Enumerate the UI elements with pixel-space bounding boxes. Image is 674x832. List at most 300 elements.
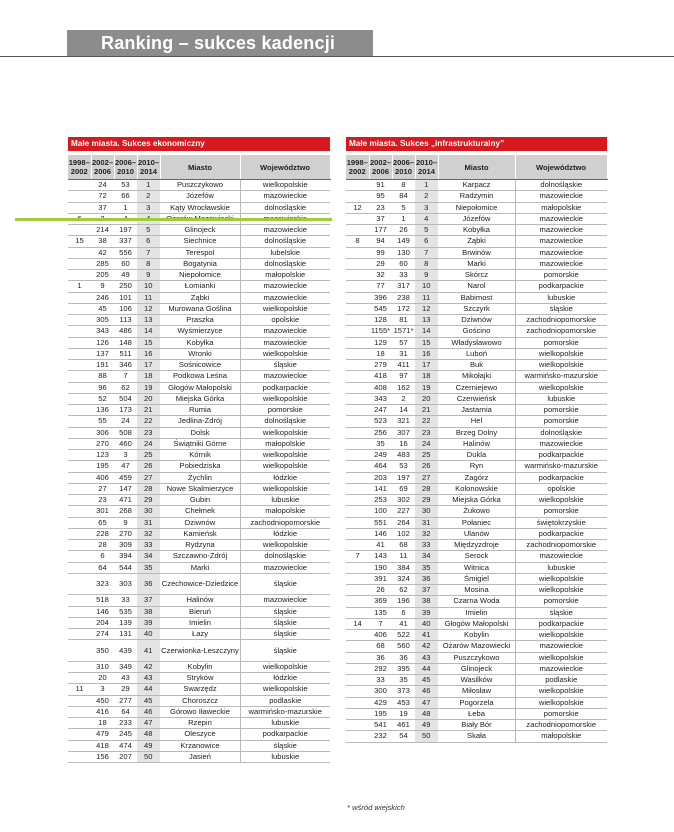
rank-cell: 29 xyxy=(415,495,438,506)
table-row xyxy=(68,258,330,269)
rank-cell: 504 xyxy=(114,393,137,404)
city-cell: Józefów xyxy=(438,213,515,224)
voivodeship-cell: wielkopolskie xyxy=(240,661,330,672)
table-row xyxy=(68,517,330,528)
table-row xyxy=(346,438,607,449)
column-header: Miasto xyxy=(160,155,240,180)
table-row xyxy=(346,180,607,191)
rank-cell xyxy=(68,506,91,517)
voivodeship-cell: wielkopolskie xyxy=(515,360,607,371)
voivodeship-cell: małopolskie xyxy=(240,438,330,449)
table-row xyxy=(68,416,330,427)
city-cell: Luboń xyxy=(438,348,515,359)
table-row xyxy=(68,281,330,292)
voivodeship-cell: mazowieckie xyxy=(515,438,607,449)
rank-cell xyxy=(346,348,369,359)
rank-cell: 24 xyxy=(91,180,114,191)
city-cell: Jasień xyxy=(160,751,240,762)
rank-cell: 136 xyxy=(91,405,114,416)
rank-cell: 14 xyxy=(392,405,415,416)
voivodeship-cell: mazowieckie xyxy=(240,326,330,337)
rank-cell: 233 xyxy=(114,718,137,729)
rank-cell xyxy=(346,371,369,382)
rank-cell xyxy=(68,629,91,640)
voivodeship-cell: wielkopolskie xyxy=(240,348,330,359)
rank-cell xyxy=(68,495,91,506)
rank-cell: 11 xyxy=(137,292,160,303)
table-row xyxy=(68,202,330,213)
rank-cell: 203 xyxy=(369,472,392,483)
rank-cell: 453 xyxy=(392,697,415,708)
city-cell: Brzeg Dolny xyxy=(438,427,515,438)
city-cell: Stryków xyxy=(160,673,240,684)
rank-cell: 6 xyxy=(415,236,438,247)
rank-cell: 9 xyxy=(137,270,160,281)
rank-cell: 18 xyxy=(91,718,114,729)
rank-cell: 31 xyxy=(415,517,438,528)
rank-cell: 60 xyxy=(114,258,137,269)
highlight-line xyxy=(15,218,332,221)
voivodeship-cell: mazowieckie xyxy=(515,191,607,202)
rank-cell: 147 xyxy=(114,483,137,494)
rank-cell xyxy=(68,483,91,494)
table-row xyxy=(346,236,607,247)
rank-cell xyxy=(346,382,369,393)
city-cell: Kobyłka xyxy=(160,337,240,348)
city-cell: Miejska Górka xyxy=(160,393,240,404)
rank-cell: 508 xyxy=(114,427,137,438)
voivodeship-cell: pomorskie xyxy=(515,405,607,416)
rank-cell: 135 xyxy=(369,607,392,618)
voivodeship-cell: wielkopolskie xyxy=(515,585,607,596)
voivodeship-cell: świętokrzyskie xyxy=(515,517,607,528)
rank-cell: 38 xyxy=(415,596,438,607)
rank-cell: 310 xyxy=(91,661,114,672)
city-cell: Skała xyxy=(438,731,515,742)
table-caption: Małe miasta. Sukces „infrastrukturalny” xyxy=(346,137,607,151)
rank-cell: 321 xyxy=(392,416,415,427)
voivodeship-cell: mazowieckie xyxy=(240,191,330,202)
city-cell: Wasilków xyxy=(438,675,515,686)
rank-cell: 253 xyxy=(369,495,392,506)
table-row xyxy=(68,740,330,751)
rank-cell: 139 xyxy=(114,617,137,628)
rank-cell: 406 xyxy=(91,472,114,483)
voivodeship-cell: wielkopolskie xyxy=(515,697,607,708)
table-row xyxy=(68,528,330,539)
voivodeship-cell: łódzkie xyxy=(240,528,330,539)
column-header: 2010–2014 xyxy=(415,155,438,180)
rank-cell xyxy=(346,540,369,551)
rank-cell xyxy=(346,191,369,202)
rank-cell: 41 xyxy=(137,640,160,662)
rank-cell xyxy=(346,180,369,191)
rank-cell xyxy=(346,360,369,371)
rank-cell: 26 xyxy=(369,585,392,596)
rank-cell: 48 xyxy=(415,708,438,719)
city-cell: Dolsk xyxy=(160,427,240,438)
rank-cell xyxy=(346,506,369,517)
rank-cell: 5 xyxy=(415,225,438,236)
table-row xyxy=(68,551,330,562)
rank-cell: 39 xyxy=(137,617,160,628)
voivodeship-cell: mazowieckie xyxy=(240,281,330,292)
table-row xyxy=(68,191,330,202)
rank-cell: 40 xyxy=(415,618,438,629)
voivodeship-cell: śląskie xyxy=(240,606,330,617)
rank-cell: 429 xyxy=(369,697,392,708)
table-row xyxy=(346,483,607,494)
city-cell: Głogów Małopolski xyxy=(438,618,515,629)
rank-cell: 146 xyxy=(369,528,392,539)
rank-cell: 69 xyxy=(392,483,415,494)
rank-cell: 23 xyxy=(369,202,392,213)
rank-cell: 81 xyxy=(392,315,415,326)
city-cell: Kobylin xyxy=(438,630,515,641)
city-cell: Gubin xyxy=(160,495,240,506)
rank-cell: 113 xyxy=(114,315,137,326)
voivodeship-cell: dolnośląskie xyxy=(240,416,330,427)
voivodeship-cell: mazowieckie xyxy=(240,337,330,348)
table-row xyxy=(346,393,607,404)
rank-cell xyxy=(68,606,91,617)
rank-cell: 307 xyxy=(392,427,415,438)
table-row xyxy=(68,360,330,371)
rank-cell xyxy=(346,393,369,404)
rank-cell xyxy=(68,292,91,303)
rank-cell: 195 xyxy=(369,708,392,719)
column-header-row xyxy=(68,155,330,180)
rank-cell xyxy=(346,292,369,303)
rank-cell: 64 xyxy=(91,562,114,573)
table-row xyxy=(68,483,330,494)
city-cell: Gościno xyxy=(438,326,515,337)
table-row xyxy=(346,596,607,607)
table-row xyxy=(68,303,330,314)
city-cell: Hel xyxy=(438,416,515,427)
rank-cell: 46 xyxy=(415,686,438,697)
voivodeship-cell: wielkopolskie xyxy=(240,684,330,695)
rank-cell xyxy=(68,225,91,236)
rank-cell: 2 xyxy=(137,191,160,202)
rank-cell xyxy=(68,573,91,595)
rank-cell: 177 xyxy=(369,225,392,236)
economic-success-table xyxy=(68,137,331,763)
rank-cell: 6 xyxy=(137,236,160,247)
voivodeship-cell: wielkopolskie xyxy=(240,540,330,551)
rank-cell: 16 xyxy=(415,348,438,359)
rank-cell: 128 xyxy=(369,315,392,326)
rank-cell xyxy=(346,258,369,269)
city-cell: Władysławowo xyxy=(438,337,515,348)
rank-cell xyxy=(346,281,369,292)
voivodeship-cell: lubuskie xyxy=(515,292,607,303)
rank-cell: 18 xyxy=(137,371,160,382)
city-cell: Imielin xyxy=(160,617,240,628)
rank-cell: 323 xyxy=(91,573,114,595)
city-cell: Czarna Woda xyxy=(438,596,515,607)
city-cell: Glinojeck xyxy=(160,225,240,236)
rank-cell: 256 xyxy=(369,427,392,438)
rank-cell: 24 xyxy=(137,438,160,449)
city-cell: Serock xyxy=(438,551,515,562)
rank-cell: 8 xyxy=(392,180,415,191)
rank-cell: 535 xyxy=(114,606,137,617)
rank-cell xyxy=(68,202,91,213)
rank-cell: 6 xyxy=(91,551,114,562)
city-cell: Marki xyxy=(160,562,240,573)
rank-cell: 18 xyxy=(369,348,392,359)
table-row xyxy=(68,270,330,281)
rank-cell xyxy=(346,461,369,472)
table-row xyxy=(68,371,330,382)
voivodeship-cell: mazowieckie xyxy=(515,213,607,224)
city-cell: Łazy xyxy=(160,629,240,640)
rank-cell: 305 xyxy=(91,315,114,326)
rank-cell xyxy=(346,528,369,539)
rank-cell: 41 xyxy=(415,630,438,641)
table-row xyxy=(68,180,330,191)
rank-cell: 249 xyxy=(369,450,392,461)
column-header: 2006–2010 xyxy=(114,155,137,180)
rank-cell: 4 xyxy=(415,213,438,224)
rank-cell: 12 xyxy=(415,303,438,314)
rank-cell: 29 xyxy=(114,684,137,695)
rank-cell: 35 xyxy=(392,675,415,686)
rank-cell: 1 xyxy=(114,202,137,213)
table-row xyxy=(68,729,330,740)
voivodeship-cell: łódzkie xyxy=(240,472,330,483)
rank-cell xyxy=(68,438,91,449)
voivodeship-cell: zachodniopomorskie xyxy=(515,720,607,731)
city-cell: Chełmek xyxy=(160,506,240,517)
city-cell: Pogorzela xyxy=(438,697,515,708)
city-cell: Ryn xyxy=(438,461,515,472)
column-header: Miasto xyxy=(438,155,515,180)
rank-cell: 461 xyxy=(392,720,415,731)
rank-cell xyxy=(346,596,369,607)
rank-cell: 137 xyxy=(91,348,114,359)
voivodeship-cell: zachodniopomorskie xyxy=(515,315,607,326)
city-cell: Wyśmierzyce xyxy=(160,326,240,337)
voivodeship-cell: śląskie xyxy=(240,629,330,640)
rank-cell xyxy=(68,540,91,551)
column-header: 2002–2006 xyxy=(369,155,392,180)
rank-cell: 42 xyxy=(415,641,438,652)
table-row xyxy=(346,360,607,371)
city-cell: Kobyłka xyxy=(438,225,515,236)
rank-cell: 25 xyxy=(415,450,438,461)
rank-cell: 1 xyxy=(392,213,415,224)
rank-cell: 65 xyxy=(91,517,114,528)
table-caption-row xyxy=(346,137,607,151)
rank-cell: 16 xyxy=(137,348,160,359)
rank-cell: 396 xyxy=(369,292,392,303)
rank-cell: 274 xyxy=(91,629,114,640)
rank-cell xyxy=(68,461,91,472)
rank-cell: 33 xyxy=(369,675,392,686)
rank-cell: 9 xyxy=(415,270,438,281)
rank-cell xyxy=(68,258,91,269)
voivodeship-cell: mazowieckie xyxy=(240,595,330,606)
table-row xyxy=(346,472,607,483)
rank-cell: 2 xyxy=(392,393,415,404)
rank-cell xyxy=(346,562,369,573)
city-cell: Jastarnia xyxy=(438,405,515,416)
rank-cell xyxy=(68,551,91,562)
column-header-row xyxy=(346,155,607,180)
city-cell: Marki xyxy=(438,258,515,269)
rank-cell: 5 xyxy=(137,225,160,236)
rank-cell: 55 xyxy=(91,416,114,427)
table-caption: Małe miasta. Sukces ekonomiczny xyxy=(68,137,330,151)
rank-cell: 250 xyxy=(114,281,137,292)
city-cell: Pobiedziska xyxy=(160,461,240,472)
rank-cell xyxy=(68,315,91,326)
rank-cell: 35 xyxy=(415,562,438,573)
rank-cell: 33 xyxy=(392,270,415,281)
city-cell: Szczawno-Zdrój xyxy=(160,551,240,562)
rank-cell: 15 xyxy=(68,236,91,247)
rank-cell: 301 xyxy=(91,506,114,517)
rank-cell: 16 xyxy=(392,438,415,449)
voivodeship-cell: mazowieckie xyxy=(515,663,607,674)
rank-cell: 14 xyxy=(137,326,160,337)
rank-cell: 37 xyxy=(369,213,392,224)
table-row xyxy=(68,450,330,461)
rank-cell: 31 xyxy=(137,517,160,528)
voivodeship-cell: pomorskie xyxy=(515,337,607,348)
table-row xyxy=(68,706,330,717)
rank-cell: 44 xyxy=(137,684,160,695)
rank-cell: 439 xyxy=(114,640,137,662)
rank-cell: 8 xyxy=(346,236,369,247)
rank-cell: 40 xyxy=(137,629,160,640)
table-row xyxy=(68,292,330,303)
rank-cell xyxy=(68,617,91,628)
rank-cell xyxy=(346,517,369,528)
rank-cell xyxy=(68,450,91,461)
city-cell: Ulanów xyxy=(438,528,515,539)
table-row xyxy=(346,247,607,258)
rank-cell: 7 xyxy=(415,247,438,258)
voivodeship-cell: warmińsko-mazurskie xyxy=(515,461,607,472)
rank-cell: 238 xyxy=(392,292,415,303)
table-row xyxy=(68,495,330,506)
rank-cell xyxy=(68,517,91,528)
voivodeship-cell: mazowieckie xyxy=(240,292,330,303)
voivodeship-cell: podkarpackie xyxy=(240,382,330,393)
rank-cell: 207 xyxy=(114,751,137,762)
rank-cell: 523 xyxy=(369,416,392,427)
rank-cell: 131 xyxy=(114,629,137,640)
rank-cell: 384 xyxy=(392,562,415,573)
rank-cell: 32 xyxy=(415,528,438,539)
voivodeship-cell: warmińsko-mazurskie xyxy=(240,706,330,717)
rank-cell: 28 xyxy=(91,540,114,551)
rank-cell: 62 xyxy=(114,382,137,393)
city-cell: Narol xyxy=(438,281,515,292)
rank-cell: 126 xyxy=(91,337,114,348)
table-row xyxy=(346,697,607,708)
city-cell: Śmigiel xyxy=(438,573,515,584)
voivodeship-cell: pomorskie xyxy=(515,596,607,607)
rank-cell: 33 xyxy=(415,540,438,551)
rank-cell: 343 xyxy=(91,326,114,337)
rank-cell: 350 xyxy=(91,640,114,662)
city-cell: Oleszyce xyxy=(160,729,240,740)
rank-cell xyxy=(346,315,369,326)
rank-cell: 24 xyxy=(114,416,137,427)
table-row xyxy=(68,695,330,706)
rank-cell: 522 xyxy=(392,630,415,641)
city-cell: Wronki xyxy=(160,348,240,359)
rank-cell: 373 xyxy=(392,686,415,697)
rank-cell: 518 xyxy=(91,595,114,606)
rank-cell xyxy=(68,180,91,191)
table-row xyxy=(68,573,330,595)
voivodeship-cell: małopolskie xyxy=(515,731,607,742)
table-row xyxy=(346,202,607,213)
rank-cell: 14 xyxy=(346,618,369,629)
rank-cell xyxy=(68,337,91,348)
voivodeship-cell: podlaskie xyxy=(240,695,330,706)
table-row xyxy=(346,607,607,618)
rank-cell: 247 xyxy=(369,405,392,416)
rank-cell xyxy=(68,382,91,393)
rank-cell: 68 xyxy=(392,540,415,551)
city-cell: Rydzyna xyxy=(160,540,240,551)
table-row xyxy=(346,720,607,731)
voivodeship-cell: podkarpackie xyxy=(515,528,607,539)
rank-cell: 8 xyxy=(137,258,160,269)
rank-cell: 28 xyxy=(137,483,160,494)
rank-cell: 3 xyxy=(415,202,438,213)
rank-cell: 49 xyxy=(137,740,160,751)
rank-cell: 26 xyxy=(415,461,438,472)
rank-cell: 21 xyxy=(137,405,160,416)
rank-cell xyxy=(68,595,91,606)
city-cell: Dziwnów xyxy=(438,315,515,326)
rank-cell xyxy=(68,528,91,539)
rank-cell: 162 xyxy=(392,382,415,393)
rank-cell: 36 xyxy=(415,573,438,584)
rank-cell: 42 xyxy=(137,661,160,672)
voivodeship-cell: mazowieckie xyxy=(515,551,607,562)
column-header: 2002–2006 xyxy=(91,155,114,180)
rank-cell: 149 xyxy=(392,236,415,247)
rank-cell: 190 xyxy=(369,562,392,573)
voivodeship-cell: mazowieckie xyxy=(240,371,330,382)
city-cell: Skórcz xyxy=(438,270,515,281)
table-row xyxy=(346,630,607,641)
rank-cell: 15 xyxy=(137,337,160,348)
voivodeship-cell: warmińsko-mazurskie xyxy=(515,371,607,382)
rank-cell: 88 xyxy=(91,371,114,382)
city-cell: Zagórz xyxy=(438,472,515,483)
rank-cell: 77 xyxy=(369,281,392,292)
rank-cell: 23 xyxy=(415,427,438,438)
rank-cell: 394 xyxy=(114,551,137,562)
rank-cell: 19 xyxy=(392,708,415,719)
rank-cell: 10 xyxy=(137,281,160,292)
rank-cell: 418 xyxy=(91,740,114,751)
table-row xyxy=(68,606,330,617)
table-row xyxy=(346,270,607,281)
table-row xyxy=(346,405,607,416)
rank-cell: 411 xyxy=(392,360,415,371)
rank-cell: 24 xyxy=(415,438,438,449)
